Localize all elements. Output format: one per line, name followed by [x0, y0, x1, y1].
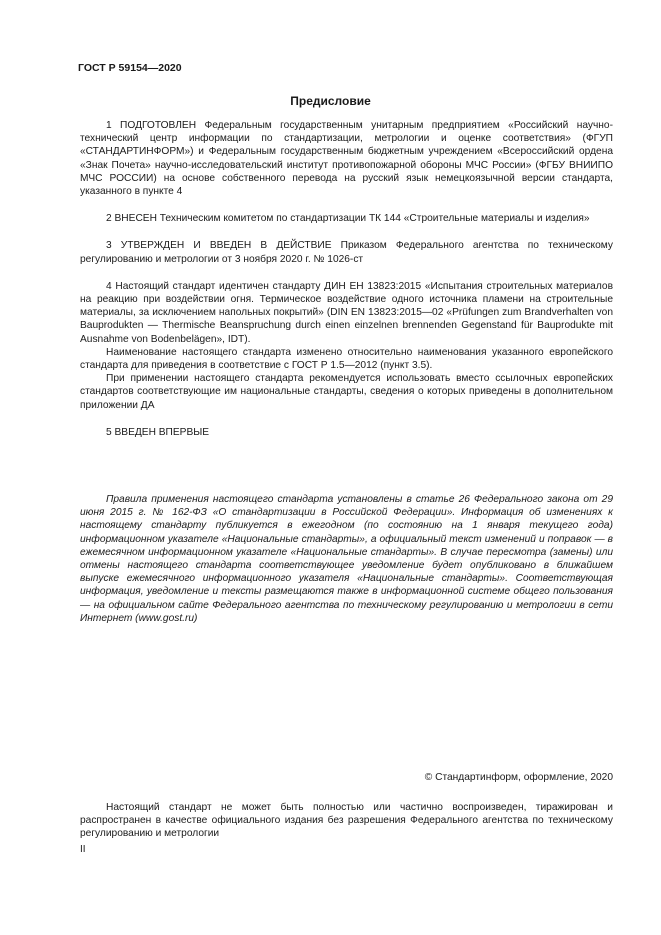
standard-code-header: ГОСТ Р 59154—2020 [78, 62, 182, 74]
reproduction-notice [80, 801, 613, 841]
notice-text: Правила применения настоящего стандарта установлены в статье 26 Федерального закона от 29 июня 2015 г. № 162-ФЗ «О стандартизации в Российской Федерации». Информация об изменениях к настоящему стандарту публикуется в ежегодном (по состоянию на 1 января текущего года) информационном указателе «Национальные стандарты», а официальный текст изменений и поправок — в ежемесячном информационном указателе «Национальные стандарты». В случае пересмотра (замены) или отмены настоящего стандарта соответствующее уведомление будет опубликовано в ближайшем выпуске ежемесячного информационного указателя «Национальные стандарты». Соответствующая информация, уведомление и тексты размещаются также в информационной системе общего пользования — на официальном сайте Федерального агентства по техническому регулированию и метрологии в сети Интернет (www.gost.ru) [80, 494, 613, 624]
paragraph-4-name-note: Наименование настоящего стандарта изменено относительно наименования указанного европейского стандарта для приведения в соответствие с ГОСТ Р 1.5—2012 (пункт 3.5). [80, 346, 613, 372]
paragraph-5: 5 ВВЕДЕН ВПЕРВЫЕ [106, 426, 210, 438]
footer-text: Настоящий стандарт не может быть полностью или частично воспроизведен, тиражирован и распространен в качестве официального издания без разрешения Федерального агентства по техническому регулированию и метрологии [80, 802, 613, 840]
paragraph-3: 3 УТВЕРЖДЕН И ВВЕДЕН В ДЕЙСТВИЕ Приказом Федерального агентства по техническому регулированию и метрологии от 3 ноября 2020 г. № 1026-ст [80, 240, 613, 265]
paragraph-2: 2 ВНЕСЕН Техническим комитетом по стандартизации ТК 144 «Строительные материалы и изделия» [106, 213, 590, 225]
page-number: II [80, 844, 86, 855]
page-title: Предисловие [290, 94, 371, 108]
paragraph-4: 4 Настоящий стандарт идентичен стандарту ДИН ЕН 13823:2015 «Испытания строительных материалов на реакцию при воздействии огня. Термическое воздействие одного источника пламени на строительные материалы, за исключением напольных покрытий» (DIN EN 13823:2015—02 «Prüfungen zum Brandverhalten von Bauprodukten — Thermische Beanspruchung durch einen einzelnen brennenden Gegenstand für Bauprodukte mit Ausnahme von Bodenbelägen», IDT). [80, 280, 613, 345]
preface-content [80, 119, 613, 439]
paragraph-4-references-note: При применении настоящего стандарта рекомендуется использовать вместо ссылочных европейских стандартов соответствующие им национальные стандарты, сведения о которых приведены в дополнительном приложении ДА [80, 373, 613, 411]
usage-rules-notice [80, 493, 613, 625]
copyright-line: © Стандартинформ, оформление, 2020 [424, 772, 613, 783]
paragraph-1: 1 ПОДГОТОВЛЕН Федеральным государственным унитарным предприятием «Российский научно-технический центр информации по стандартизации, метрологии и оценке соответствия» (ФГУП «СТАНДАРТИНФОРМ») и Федеральным государственным бюджетным учреждением «Всероссийский ордена «Знак Почета» научно-исследовательский институт противопожарной обороны МЧС России» (ФГБУ ВНИИПО МЧС РОССИИ) на основе собственного перевода на русский язык немецкоязычной версии стандарта, указанного в пункте 4 [80, 120, 613, 198]
